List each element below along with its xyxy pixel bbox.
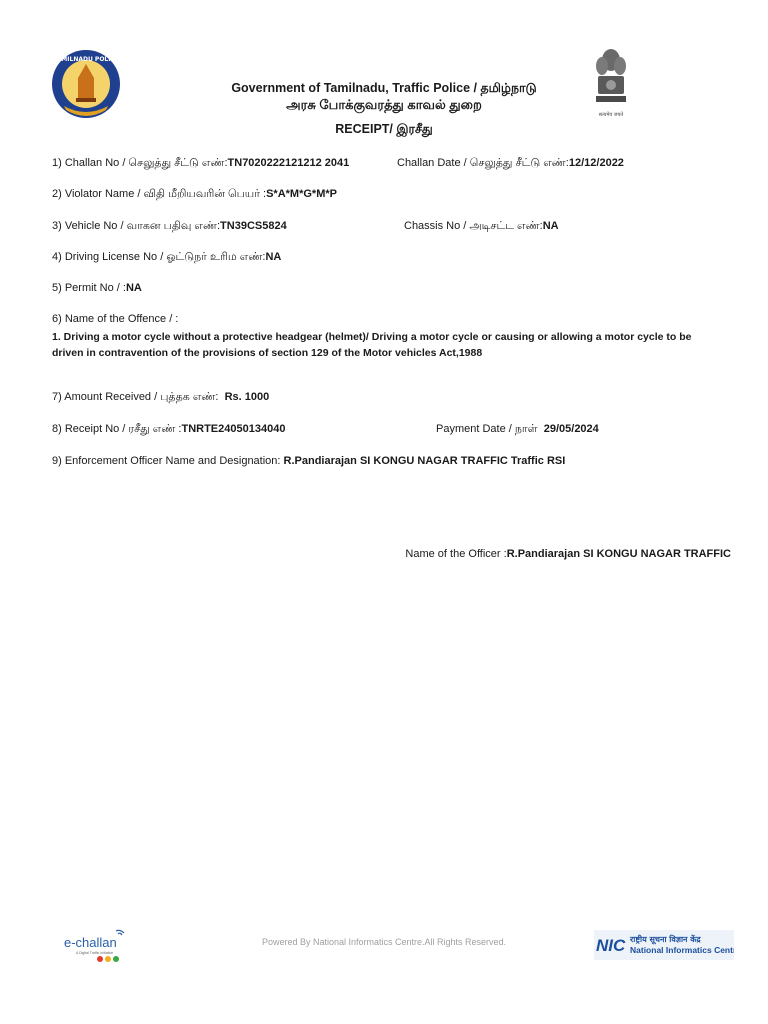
nic-hindi-text: राष्ट्रीय सूचना विज्ञान केंद्र xyxy=(630,935,701,944)
officer-label: 9) Enforcement Officer Name and Designation: xyxy=(52,455,281,467)
officer-value: R.Pandiarajan SI KONGU NAGAR TRAFFIC Traffic RSI xyxy=(283,455,566,467)
officer-signature-row xyxy=(405,548,731,560)
license-label: 4) Driving License No / ஓட்டுநர் உரிம எண்: xyxy=(52,251,266,263)
license-value: NA xyxy=(265,251,282,263)
signature-value: R.Pandiarajan SI KONGU NAGAR TRAFFIC xyxy=(506,548,731,560)
permit-label: 5) Permit No / : xyxy=(52,282,126,294)
payment-date-value: 29/05/2024 xyxy=(543,423,599,435)
emblem-text: सत्यमेव जयते xyxy=(598,112,624,118)
header-title-line2: அரசு போக்குவரத்து காவல் துறை xyxy=(286,97,482,112)
amount-label: 7) Amount Received / புத்தக எண்: xyxy=(52,391,219,403)
vehicle-label: 3) Vehicle No / வாகன பதிவு எண்: xyxy=(52,220,221,232)
receipt-title: RECEIPT/ இரசீது xyxy=(335,122,433,136)
receipt-row xyxy=(52,423,285,437)
vehicle-row xyxy=(52,220,287,234)
vehicle-value: TN39CS5824 xyxy=(220,220,287,232)
payment-date-row xyxy=(436,423,599,437)
challan-no-value: TN7020222121212 2041 xyxy=(227,157,350,169)
permit-value: NA xyxy=(125,282,142,294)
echallan-logo xyxy=(62,927,132,967)
offence-label: 6) Name of the Offence / : xyxy=(52,313,179,325)
challan-date-label: Challan Date / செலுத்து சீட்டு எண்: xyxy=(397,157,569,169)
receipt-value: TNRTE24050134040 xyxy=(181,423,286,435)
officer-row xyxy=(52,455,565,467)
nic-logo xyxy=(594,930,734,960)
payment-date-label: Payment Date / நாள் xyxy=(436,423,538,435)
amount-row xyxy=(52,391,269,405)
violator-label: 2) Violator Name / விதி மீறியவரின் பெயர் : xyxy=(52,188,267,200)
challan-no-label: 1) Challan No / செலுத்து சீட்டு எண்: xyxy=(52,157,228,169)
license-row xyxy=(52,251,281,265)
echallan-brand: e-challan xyxy=(64,935,117,950)
challan-date-row xyxy=(397,157,624,171)
violator-row xyxy=(52,188,337,202)
nic-english-text: National Informatics Centre xyxy=(630,945,734,955)
chassis-value: NA xyxy=(542,220,559,232)
police-logo-text: TAMILNADU POLICE xyxy=(53,56,119,63)
amount-value: Rs. 1000 xyxy=(224,391,270,403)
challan-date-value: 12/12/2022 xyxy=(568,157,624,169)
echallan-tagline: A Digital Traffic Initiative xyxy=(76,951,114,955)
header-title-line1: Government of Tamilnadu, Traffic Police / தமிழ்நாடு xyxy=(231,81,537,95)
permit-row xyxy=(52,282,142,294)
nic-logo-text: NIC xyxy=(596,936,626,955)
signature-label: Name of the Officer : xyxy=(405,548,507,560)
violator-value: S*A*M*G*M*P xyxy=(266,188,337,200)
powered-by-text: Powered By National Informatics Centre.All Rights Reserved. xyxy=(261,937,507,947)
offence-value: 1. Driving a motor cycle without a protective headgear (helmet)/ Driving a motor cycle or causing or allowing a motor cycle to be driven in contravention of the provisions of section 129 of the Motor vehicles Act,1988 xyxy=(52,331,692,359)
receipt-label: 8) Receipt No / ரசீது எண் : xyxy=(52,423,182,435)
challan-no-row xyxy=(52,157,349,171)
chassis-row xyxy=(404,220,559,234)
chassis-label: Chassis No / அடிசட்ட எண்: xyxy=(404,220,543,232)
